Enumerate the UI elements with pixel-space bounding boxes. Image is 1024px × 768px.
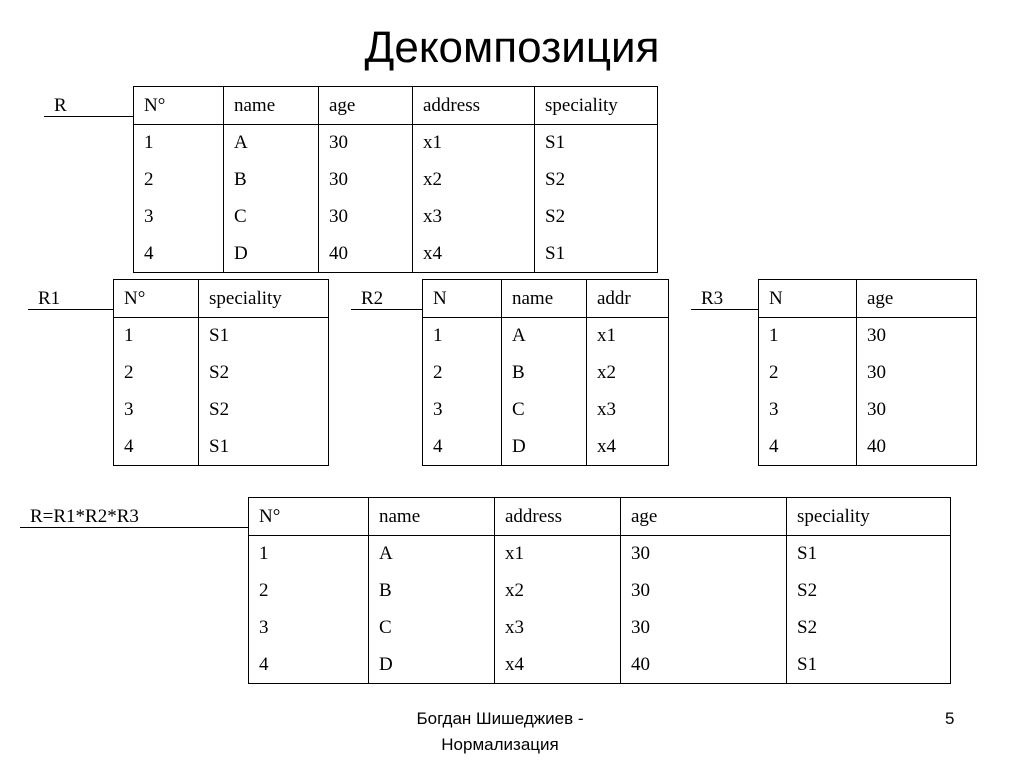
relation-label-r3 [691, 288, 759, 310]
table-cell: 4 [249, 647, 369, 684]
table-row [759, 429, 977, 466]
table-cell: 4 [759, 429, 857, 466]
column-header: name [369, 498, 495, 536]
table-cell: x4 [587, 429, 669, 466]
relation-label-text: R [54, 95, 67, 116]
table-cell: 30 [621, 573, 787, 610]
column-header: addr [587, 280, 669, 318]
table-cell: S1 [199, 318, 329, 355]
table-cell: 3 [134, 199, 224, 236]
table-row [759, 318, 977, 355]
table-cell: 2 [114, 355, 199, 392]
column-header: age [857, 280, 977, 318]
table-row [134, 125, 658, 162]
table-cell: 30 [621, 610, 787, 647]
relation-label-join [20, 506, 249, 528]
table-cell: D [369, 647, 495, 684]
table-cell: S2 [535, 199, 658, 236]
table-cell: x1 [495, 536, 621, 573]
table-cell: 30 [621, 536, 787, 573]
page-number: 5 [945, 709, 955, 728]
table-row [759, 355, 977, 392]
table-row [759, 392, 977, 429]
relation-label-text: R3 [701, 288, 724, 309]
table-cell: B [369, 573, 495, 610]
table-cell: 1 [114, 318, 199, 355]
footer-author: Богдан Шишеджиев - [416, 709, 584, 728]
column-header: age [621, 498, 787, 536]
table-row [114, 318, 329, 355]
table-cell: D [502, 429, 587, 466]
table-cell: x4 [413, 236, 535, 273]
table-cell: 30 [857, 392, 977, 429]
table-row [423, 392, 669, 429]
table-cell: 2 [759, 355, 857, 392]
table-cell: 40 [857, 429, 977, 466]
table-cell: 4 [134, 236, 224, 273]
table-cell: 1 [134, 125, 224, 162]
column-header: N° [134, 87, 224, 125]
table-header-row [759, 280, 977, 318]
table-cell: S2 [535, 162, 658, 199]
table-cell: S2 [787, 573, 951, 610]
relation-table-r3 [758, 279, 977, 466]
relation-label-r2 [351, 288, 423, 310]
table-cell: S2 [787, 610, 951, 647]
table-row [423, 355, 669, 392]
table-cell: x2 [495, 573, 621, 610]
table-cell: C [502, 392, 587, 429]
table-row [249, 536, 951, 573]
table-cell: B [224, 162, 319, 199]
table-header-row [249, 498, 951, 536]
table-cell: C [224, 199, 319, 236]
table-cell: x3 [587, 392, 669, 429]
table-cell: 3 [114, 392, 199, 429]
table-cell: S1 [787, 536, 951, 573]
table-cell: 30 [319, 162, 413, 199]
column-header: address [413, 87, 535, 125]
table-cell: C [369, 610, 495, 647]
table-cell: 1 [249, 536, 369, 573]
table-row [249, 610, 951, 647]
table-cell: S2 [199, 355, 329, 392]
relation-label-text: R=R1*R2*R3 [30, 506, 139, 527]
table-cell: x3 [413, 199, 535, 236]
table-row [249, 573, 951, 610]
table-cell: S1 [787, 647, 951, 684]
column-header: speciality [787, 498, 951, 536]
column-header: N° [114, 280, 199, 318]
table-cell: 1 [759, 318, 857, 355]
table-cell: 30 [319, 199, 413, 236]
slide-title: Декомпозиция [364, 23, 660, 72]
column-header: N [423, 280, 502, 318]
table-cell: S1 [535, 125, 658, 162]
relation-table-r1 [113, 279, 329, 466]
table-cell: 40 [319, 236, 413, 273]
table-cell: 30 [857, 355, 977, 392]
table-cell: A [502, 318, 587, 355]
table-row [249, 647, 951, 684]
relation-label-r1 [28, 288, 114, 310]
table-row [114, 392, 329, 429]
table-cell: A [224, 125, 319, 162]
table-cell: 2 [423, 355, 502, 392]
table-cell: 2 [134, 162, 224, 199]
column-header: name [502, 280, 587, 318]
table-header-row [114, 280, 329, 318]
table-cell: 3 [249, 610, 369, 647]
table-row [114, 429, 329, 466]
table-cell: x4 [495, 647, 621, 684]
table-cell: S2 [199, 392, 329, 429]
table-row [423, 318, 669, 355]
relation-table-r [133, 86, 658, 273]
relation-label-text: R1 [38, 288, 61, 309]
table-row [134, 236, 658, 273]
table-cell: D [224, 236, 319, 273]
column-header: N° [249, 498, 369, 536]
table-cell: 2 [249, 573, 369, 610]
table-cell: S1 [535, 236, 658, 273]
relation-table-r2 [422, 279, 669, 466]
column-header: address [495, 498, 621, 536]
table-cell: 1 [423, 318, 502, 355]
column-header: N [759, 280, 857, 318]
slide-footer [380, 706, 620, 758]
table-cell: x1 [413, 125, 535, 162]
table-cell: A [369, 536, 495, 573]
column-header: age [319, 87, 413, 125]
column-header: speciality [535, 87, 658, 125]
footer-topic: Нормализация [441, 735, 559, 754]
table-cell: x3 [495, 610, 621, 647]
table-cell: x2 [587, 355, 669, 392]
table-cell: B [502, 355, 587, 392]
column-header: speciality [199, 280, 329, 318]
table-cell: x1 [587, 318, 669, 355]
table-cell: 3 [423, 392, 502, 429]
table-cell: 40 [621, 647, 787, 684]
relation-label-r [44, 95, 134, 117]
table-cell: S1 [199, 429, 329, 466]
table-row [423, 429, 669, 466]
table-row [134, 199, 658, 236]
relation-table-join [248, 497, 951, 684]
table-row [114, 355, 329, 392]
table-header-row [423, 280, 669, 318]
table-cell: 30 [857, 318, 977, 355]
table-cell: x2 [413, 162, 535, 199]
table-cell: 4 [114, 429, 199, 466]
table-cell: 3 [759, 392, 857, 429]
table-cell: 4 [423, 429, 502, 466]
column-header: name [224, 87, 319, 125]
table-header-row [134, 87, 658, 125]
table-row [134, 162, 658, 199]
table-cell: 30 [319, 125, 413, 162]
relation-label-text: R2 [361, 288, 384, 309]
